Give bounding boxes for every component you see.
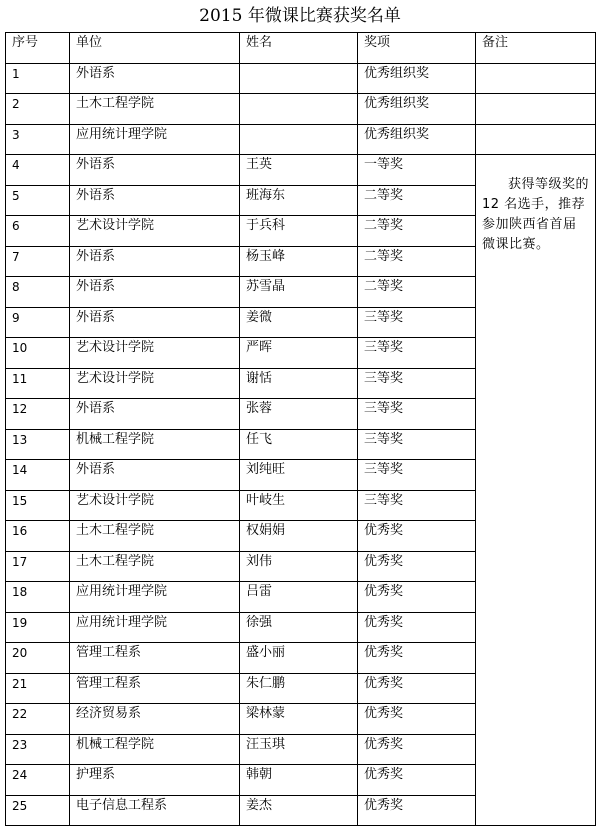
cell-unit: 艺术设计学院 (70, 490, 240, 521)
cell-award: 三等奖 (358, 338, 476, 369)
header-remark: 备注 (476, 33, 596, 64)
cell-name: 梁林蒙 (240, 704, 358, 735)
cell-index: 18 (6, 582, 70, 613)
cell-unit: 管理工程系 (70, 643, 240, 674)
cell-name (240, 94, 358, 125)
remark-cell: 获得等级奖的 12 名选手，推荐参加陕西省首届微课比赛。 (476, 155, 596, 826)
cell-name: 姜微 (240, 307, 358, 338)
cell-award: 一等奖 (358, 155, 476, 186)
cell-award: 二等奖 (358, 277, 476, 308)
cell-award: 优秀奖 (358, 551, 476, 582)
cell-index: 7 (6, 246, 70, 277)
cell-name: 姜杰 (240, 795, 358, 826)
cell-index: 19 (6, 612, 70, 643)
cell-index: 2 (6, 94, 70, 125)
cell-index: 1 (6, 63, 70, 94)
cell-unit: 外语系 (70, 155, 240, 186)
table-row (6, 155, 596, 186)
cell-unit: 外语系 (70, 307, 240, 338)
cell-remark (476, 94, 596, 125)
cell-award: 优秀奖 (358, 765, 476, 796)
cell-award: 三等奖 (358, 490, 476, 521)
cell-index: 17 (6, 551, 70, 582)
cell-name: 汪玉琪 (240, 734, 358, 765)
cell-index: 9 (6, 307, 70, 338)
cell-remark (476, 124, 596, 155)
cell-index: 11 (6, 368, 70, 399)
cell-unit: 土木工程学院 (70, 521, 240, 552)
cell-award: 优秀奖 (358, 643, 476, 674)
cell-index: 22 (6, 704, 70, 735)
cell-index: 16 (6, 521, 70, 552)
cell-unit: 土木工程学院 (70, 551, 240, 582)
cell-unit: 外语系 (70, 63, 240, 94)
cell-index: 20 (6, 643, 70, 674)
cell-award: 优秀组织奖 (358, 94, 476, 125)
cell-unit: 外语系 (70, 185, 240, 216)
cell-award: 优秀奖 (358, 704, 476, 735)
cell-name: 谢恬 (240, 368, 358, 399)
cell-name: 盛小丽 (240, 643, 358, 674)
cell-name: 叶岐生 (240, 490, 358, 521)
cell-name: 吕雷 (240, 582, 358, 613)
cell-unit: 护理系 (70, 765, 240, 796)
header-name: 姓名 (240, 33, 358, 64)
cell-award: 三等奖 (358, 429, 476, 460)
cell-award: 优秀奖 (358, 521, 476, 552)
cell-unit: 外语系 (70, 399, 240, 430)
table-header-row (6, 33, 596, 64)
cell-unit: 艺术设计学院 (70, 338, 240, 369)
header-index: 序号 (6, 33, 70, 64)
cell-name: 韩朝 (240, 765, 358, 796)
cell-index: 24 (6, 765, 70, 796)
cell-name: 权娟娟 (240, 521, 358, 552)
cell-award: 二等奖 (358, 216, 476, 247)
cell-award: 优秀组织奖 (358, 124, 476, 155)
cell-unit: 应用统计理学院 (70, 124, 240, 155)
cell-index: 21 (6, 673, 70, 704)
cell-name: 朱仁鹏 (240, 673, 358, 704)
table-row (6, 94, 596, 125)
cell-unit: 机械工程学院 (70, 734, 240, 765)
cell-index: 14 (6, 460, 70, 491)
cell-unit: 艺术设计学院 (70, 368, 240, 399)
cell-index: 23 (6, 734, 70, 765)
cell-unit: 外语系 (70, 277, 240, 308)
cell-index: 4 (6, 155, 70, 186)
table-row (6, 63, 596, 94)
cell-unit: 机械工程学院 (70, 429, 240, 460)
cell-award: 优秀奖 (358, 582, 476, 613)
cell-award: 优秀奖 (358, 612, 476, 643)
cell-award: 优秀奖 (358, 673, 476, 704)
document-title: 2015 年微课比赛获奖名单 (199, 6, 401, 26)
cell-award: 优秀奖 (358, 795, 476, 826)
cell-index: 12 (6, 399, 70, 430)
cell-index: 25 (6, 795, 70, 826)
cell-award: 三等奖 (358, 399, 476, 430)
cell-unit: 外语系 (70, 460, 240, 491)
cell-award: 三等奖 (358, 307, 476, 338)
table-row (6, 124, 596, 155)
table-body (6, 63, 596, 826)
cell-name (240, 63, 358, 94)
cell-index: 10 (6, 338, 70, 369)
cell-index: 5 (6, 185, 70, 216)
cell-unit: 艺术设计学院 (70, 216, 240, 247)
cell-name: 王英 (240, 155, 358, 186)
header-unit: 单位 (70, 33, 240, 64)
cell-name: 任飞 (240, 429, 358, 460)
cell-name: 杨玉峰 (240, 246, 358, 277)
cell-name: 班海东 (240, 185, 358, 216)
cell-unit: 土木工程学院 (70, 94, 240, 125)
cell-award: 三等奖 (358, 368, 476, 399)
cell-name: 刘纯旺 (240, 460, 358, 491)
cell-name: 张蓉 (240, 399, 358, 430)
cell-award: 优秀奖 (358, 734, 476, 765)
cell-unit: 管理工程系 (70, 673, 240, 704)
cell-unit: 电子信息工程系 (70, 795, 240, 826)
cell-unit: 外语系 (70, 246, 240, 277)
cell-award: 优秀组织奖 (358, 63, 476, 94)
cell-unit: 应用统计理学院 (70, 582, 240, 613)
cell-name: 于兵科 (240, 216, 358, 247)
cell-name: 徐强 (240, 612, 358, 643)
cell-unit: 经济贸易系 (70, 704, 240, 735)
cell-index: 6 (6, 216, 70, 247)
header-award: 奖项 (358, 33, 476, 64)
cell-award: 二等奖 (358, 246, 476, 277)
cell-award: 二等奖 (358, 185, 476, 216)
cell-remark (476, 63, 596, 94)
cell-index: 13 (6, 429, 70, 460)
cell-unit: 应用统计理学院 (70, 612, 240, 643)
cell-index: 8 (6, 277, 70, 308)
award-table (5, 32, 596, 826)
cell-name: 刘伟 (240, 551, 358, 582)
cell-award: 三等奖 (358, 460, 476, 491)
cell-index: 15 (6, 490, 70, 521)
cell-index: 3 (6, 124, 70, 155)
cell-name: 苏雪晶 (240, 277, 358, 308)
cell-name (240, 124, 358, 155)
cell-name: 严晖 (240, 338, 358, 369)
